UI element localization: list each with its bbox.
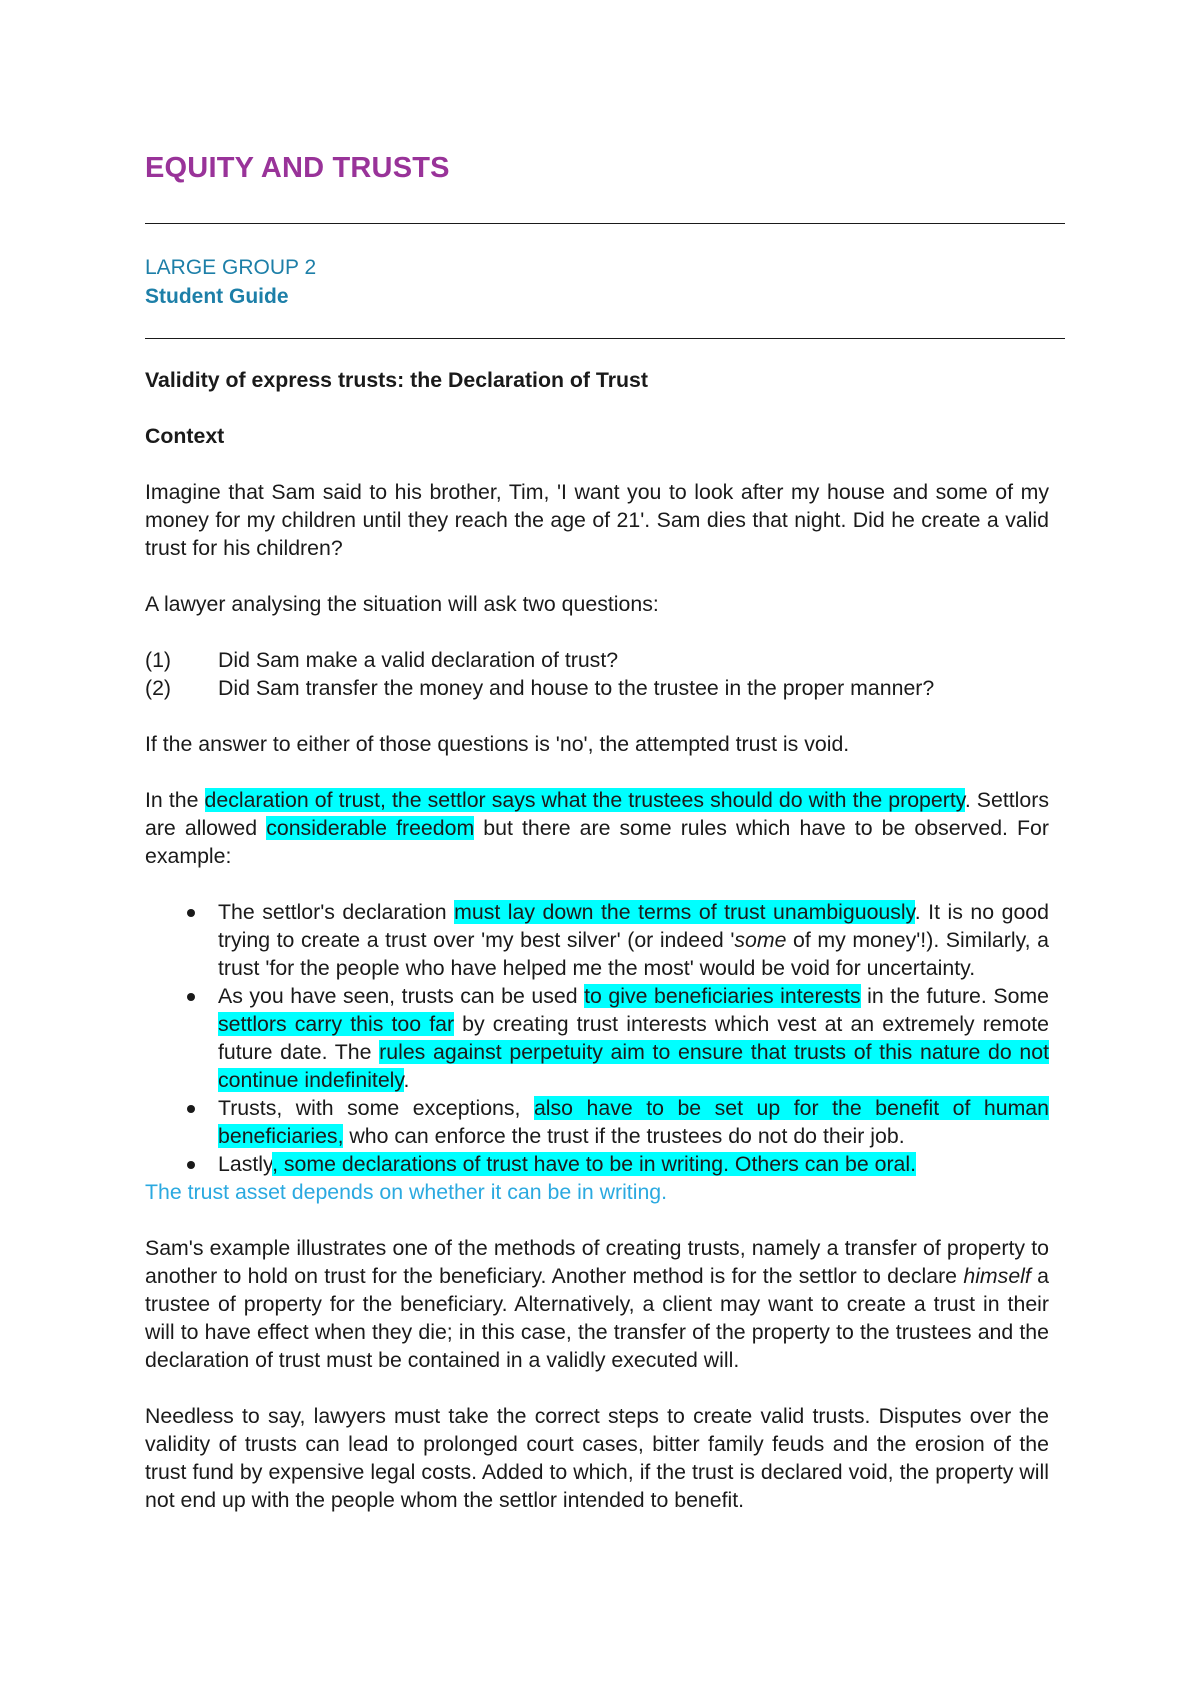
- text-run: . It is no good trying to create a trust over 'my best silver' (or indeed ': [218, 900, 1049, 952]
- text-run: The settlor's declaration: [218, 900, 455, 924]
- emphasis: some: [734, 928, 787, 952]
- text-run: a trustee of property for the beneficiary. Alternatively, a client may want to create a trust in their will to have effect when they die; in this case, the transfer of the property to the trustees and the declaration of trust must be contained in a validly executed will.: [145, 1264, 1050, 1372]
- highlight: considerable freedom: [266, 816, 475, 840]
- text-run: . Settlors are allowed: [145, 788, 1049, 840]
- intro-paragraph: Imagine that Sam said to his brother, Tim, 'I want you to look after my house and some of my money for my children until they reach the age of 21'. Sam dies that night. Did he create a valid trust for his children?: [145, 480, 1049, 560]
- text-run: in the future. Some: [860, 984, 1049, 1008]
- text-run: In the: [145, 788, 205, 812]
- disputes-paragraph: Needless to say, lawyers must take the correct steps to create valid trusts. Disputes over the validity of trusts can lead to prolonged court cases, bitter family feuds and the erosion of the trust fund by expensive legal costs. Added to which, if the trust is declared void, the property will not end up with the people whom the settlor intended to benefit.: [145, 1404, 1049, 1512]
- text-run: of my money'!). Similarly, a trust 'for the people who have helped me the most' would be void for uncertainty.: [218, 928, 1049, 980]
- document-title: EQUITY AND TRUSTS: [145, 152, 450, 184]
- lawyer-paragraph: A lawyer analysing the situation will ask two questions:: [145, 592, 659, 616]
- list-item: [145, 1150, 1049, 1178]
- highlight: rules against perpetuity aim to ensure that trusts of this nature do not continue indefinitely: [218, 1040, 1050, 1092]
- document-body: [145, 366, 1049, 1542]
- highlight: , some declarations of trust have to be in writing. Others can be oral.: [272, 1152, 917, 1176]
- bullet-icon: [187, 1105, 195, 1113]
- highlight: must lay down the terms of trust unambiguously: [454, 900, 915, 924]
- text-run: Lastly: [218, 1152, 273, 1176]
- highlight: to give beneficiaries interests: [584, 984, 861, 1008]
- highlight: declaration of trust, the settlor says what the trustees should do with the property: [204, 788, 965, 812]
- text-run: .: [403, 1068, 410, 1092]
- text-run: by creating trust interests which vest at an extremely remote future date. The: [218, 1012, 1049, 1064]
- trust-asset-note: The trust asset depends on whether it can be in writing.: [145, 1180, 668, 1204]
- context-heading: Context: [145, 424, 225, 448]
- question-text: Did Sam transfer the money and house to the trustee in the proper manner?: [218, 676, 935, 700]
- text-run: As you have seen, trusts can be used: [218, 984, 585, 1008]
- emphasis: himself: [963, 1264, 1031, 1288]
- divider-top: [145, 223, 1065, 224]
- question-text: Did Sam make a valid declaration of trust?: [218, 648, 619, 672]
- question-number: (2): [145, 676, 172, 700]
- list-item: [145, 1094, 1049, 1150]
- guide-label: Student Guide: [145, 285, 289, 308]
- group-header: [145, 253, 316, 311]
- question-item: [145, 674, 1049, 702]
- rules-list: [145, 898, 1049, 1178]
- question-list: [145, 646, 1049, 702]
- bullet-icon: [187, 909, 195, 917]
- list-item: [145, 898, 1049, 982]
- divider-bottom: [145, 338, 1065, 339]
- highlight: also have to be set up for the benefit of human beneficiaries,: [218, 1096, 1049, 1148]
- text-run: Trusts, with some exceptions,: [218, 1096, 534, 1120]
- section-heading: Validity of express trusts: the Declaration of Trust: [145, 368, 648, 392]
- list-item: [145, 982, 1049, 1094]
- void-paragraph: If the answer to either of those questions is 'no', the attempted trust is void.: [145, 732, 850, 756]
- text-run: Sam's example illustrates one of the methods of creating trusts, namely a transfer of property to another to hold on trust for the beneficiary. Another method is for the settlor to declare: [145, 1236, 1049, 1288]
- bullet-icon: [187, 1161, 195, 1169]
- question-number: (1): [145, 648, 172, 672]
- declaration-paragraph: [145, 786, 1049, 870]
- highlight: settlors carry this too far: [218, 1012, 455, 1036]
- question-item: [145, 646, 1049, 674]
- group-label: LARGE GROUP 2: [145, 256, 317, 279]
- text-run: who can enforce the trust if the trustees do not do their job.: [343, 1124, 905, 1148]
- bullet-icon: [187, 993, 195, 1001]
- methods-paragraph: [145, 1234, 1049, 1374]
- text-run: but there are some rules which have to be observed. For example:: [145, 816, 1049, 868]
